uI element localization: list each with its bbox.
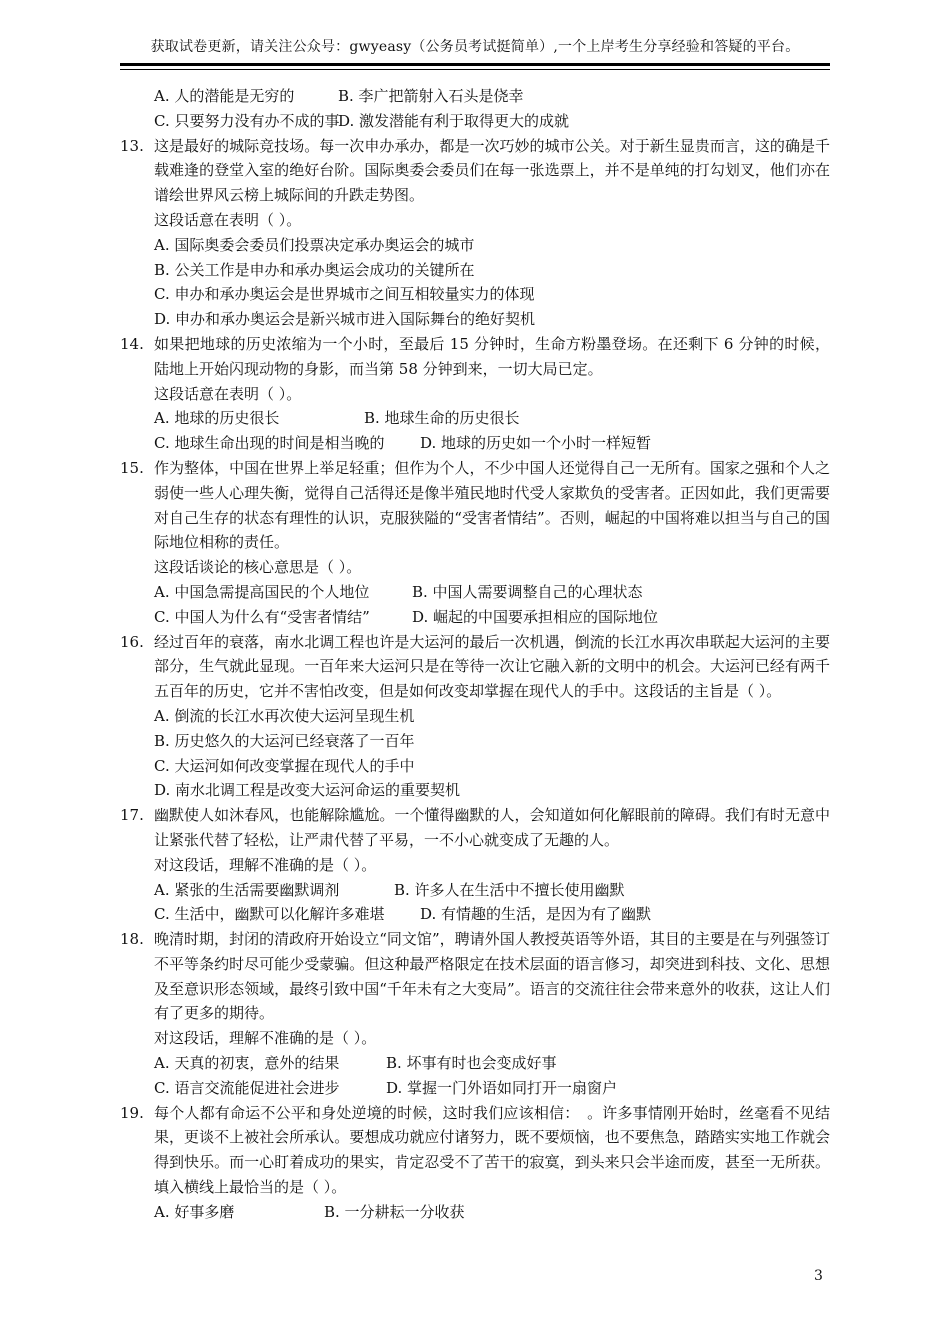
question-number: 14.	[120, 334, 144, 353]
option-row	[120, 406, 830, 431]
option-a: A. 中国急需提高国民的个人地位	[154, 582, 370, 601]
question-14	[120, 332, 830, 382]
question-text: 晚清时期，封闭的清政府开始设立“同文馆”，聘请外国人教授英语等外语，其目的主要是在与列强签订不平等条约时尽可能少受蒙骗。但这种最严格限定在技术层面的语言修习，却突进到科技、文化、思想及至意识形态领域，最终引致中国“千年未有之大变局”。语言的交流往往会带来意外的收获，这让人们有了更多的期待。	[154, 930, 830, 1023]
option-c: C. 地球生命出现的时间是相当晚的	[154, 434, 385, 453]
option-c: C. 大运河如何改变掌握在现代人的手中	[154, 756, 415, 775]
question-prompt: 这段话意在表明（ ）。	[154, 210, 302, 229]
question-text: 作为整体，中国在世界上举足轻重；但作为个人，不少中国人还觉得自己一无所有。国家之强和个人之弱使一些人心理失衡，觉得自己活得还是像半殖民地时代受人家欺负的受害者。正因如此，我们更需要对自己生存的状态有理性的认识，克服狭隘的“受害者情结”。否则，崛起的中国将难以担当与自己的国际地位相称的责任。	[154, 458, 830, 552]
option-row	[120, 1200, 830, 1225]
option-a: A. 紧张的生活需要幽默调剂	[154, 880, 340, 899]
option-row	[120, 1076, 830, 1101]
question-prompt: 对这段话，理解不准确的是（ ）。	[154, 1029, 377, 1048]
option-a: A. 地球的历史很长	[154, 409, 280, 428]
question-18	[120, 927, 830, 1026]
question-number: 15.	[120, 458, 144, 477]
option-d: D. 有情趣的生活，是因为有了幽默	[420, 905, 652, 924]
option-c: C. 只要努力没有办不成的事	[154, 111, 340, 130]
question-15	[120, 456, 830, 555]
option-row	[120, 580, 830, 605]
option-d: D. 激发潜能有利于取得更大的成就	[338, 111, 570, 130]
option-row	[120, 84, 830, 109]
question-number: 13.	[120, 136, 144, 155]
option-b: B. 中国人需要调整自己的心理状态	[412, 582, 643, 601]
option-row	[120, 605, 830, 630]
option-b: B. 一分耕耘一分收获	[324, 1202, 465, 1221]
option-d: D. 申办和承办奥运会是新兴城市进入国际舞台的绝好契机	[154, 310, 536, 329]
question-19	[120, 1101, 830, 1200]
option-d: D. 崛起的中国要承担相应的国际地位	[412, 607, 659, 626]
option-c: C. 中国人为什么有“受害者情结”	[154, 607, 370, 626]
option-c: C. 申办和承办奥运会是世界城市之间互相较量实力的体现	[154, 285, 535, 304]
option-row	[120, 431, 830, 456]
option-row	[120, 1051, 830, 1076]
question-text: 幽默使人如沐春风，也能解除尴尬。一个懂得幽默的人，会知道如何化解眼前的障碍。我们有时无意中让紧张代替了轻松，让严肃代替了平易，一不小心就变成了无趣的人。	[154, 806, 830, 849]
option-c: C. 生活中，幽默可以化解许多难堪	[154, 905, 385, 924]
page-content	[120, 84, 830, 1225]
question-16	[120, 630, 830, 704]
option-a: A. 国际奥委会委员们投票决定承办奥运会的城市	[154, 235, 475, 254]
question-number: 16.	[120, 632, 144, 651]
page-number: 3	[814, 1268, 823, 1284]
question-prompt: 这段话谈论的核心意思是（ ）。	[154, 558, 362, 577]
question-number: 18.	[120, 930, 144, 949]
question-text: 这是最好的城际竞技场。每一次申办承办，都是一次巧妙的城市公关。对于新生显贵而言，这的确是千载难逢的登堂入室的绝好台阶。国际奥委会委员们在每一张选票上，并不是单纯的打勾划叉，他们亦在谱绘世界风云榜上城际间的升跌走势图。	[154, 136, 830, 205]
option-row	[120, 109, 830, 134]
option-b: B. 许多人在生活中不擅长使用幽默	[394, 880, 625, 899]
question-prompt: 这段话意在表明（ ）。	[154, 384, 302, 403]
option-a: A. 倒流的长江水再次使大运河呈现生机	[154, 706, 415, 725]
option-a: A. 天真的初衷，意外的结果	[154, 1054, 340, 1073]
question-number: 19.	[120, 1103, 144, 1122]
option-d: D. 地球的历史如一个小时一样短暂	[420, 434, 652, 453]
question-text: 经过百年的衰落，南水北调工程也许是大运河的最后一次机遇，倒流的长江水再次串联起大运河的主要部分，生气就此显现。一百年来大运河只是在等待一次让它融入新的文明中的机会。大运河已经有两千五百年的历史，它并不害怕改变，但是如何改变却掌握在现代人的手中。这段话的主旨是（ ）。	[154, 632, 830, 701]
option-a: A. 好事多磨	[154, 1202, 235, 1221]
header-rule-thin	[120, 69, 830, 70]
option-c: C. 语言交流能促进社会进步	[154, 1078, 340, 1097]
question-17	[120, 803, 830, 853]
option-d: D. 掌握一门外语如同打开一扇窗户	[386, 1078, 618, 1097]
option-b: B. 地球生命的历史很长	[364, 409, 520, 428]
header-rule-thick	[120, 63, 830, 66]
page-header: 获取试卷更新，请关注公众号：gwyeasy（公务员考试挺简单）,一个上岸考生分享经验和答疑的平台。	[150, 39, 800, 55]
option-row	[120, 878, 830, 903]
option-d: D. 南水北调工程是改变大运河命运的重要契机	[154, 781, 461, 800]
question-13	[120, 134, 830, 208]
option-b: B. 坏事有时也会变成好事	[386, 1054, 557, 1073]
question-prompt: 对这段话，理解不准确的是（ ）。	[154, 855, 377, 874]
option-row	[120, 902, 830, 927]
option-b: B. 李广把箭射入石头是侥幸	[338, 87, 524, 105]
question-text: 每个人都有命运不公平和身处逆境的时候，这时我们应该相信： 。许多事情刚开始时，丝毫看不见结果，更谈不上被社会所承认。要想成功就应付诸努力，既不要烦恼，也不要焦急，踏踏实实地工作就会得到快乐。而一心盯着成功的果实，肯定忍受不了苦干的寂寞，到头来只会半途而废，甚至一无所获。填入横线上最恰当的是（ ）。	[154, 1103, 830, 1197]
option-b: B. 历史悠久的大运河已经衰落了一百年	[154, 731, 415, 750]
question-text: 如果把地球的历史浓缩为一个小时，至最后 15 分钟时，生命方粉墨登场。在还剩下 6 分钟的时候，陆地上开始闪现动物的身影，而当第 58 分钟到来，一切大局已定。	[154, 334, 830, 378]
option-b: B. 公关工作是申办和承办奥运会成功的关键所在	[154, 260, 475, 279]
option-a: A. 人的潜能是无穷的	[154, 87, 295, 105]
question-number: 17.	[120, 806, 144, 825]
